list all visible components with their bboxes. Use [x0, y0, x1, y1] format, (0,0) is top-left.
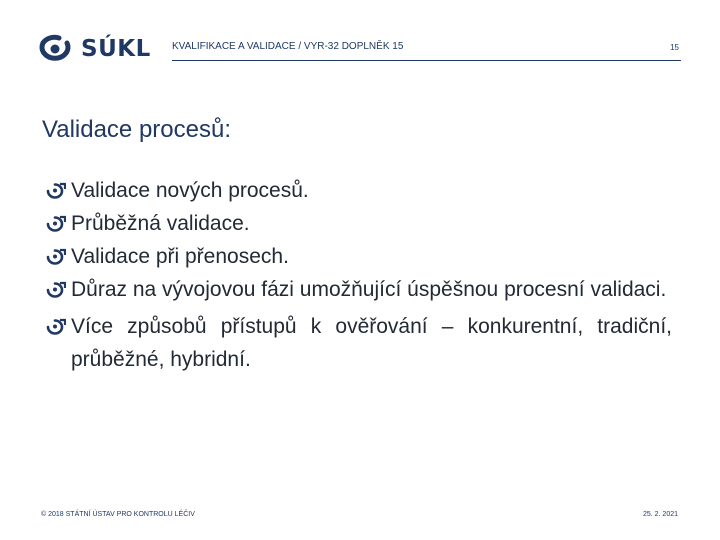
logo-text: SÚKL: [81, 35, 151, 62]
bullet-text: Validace při přenosech.: [71, 245, 289, 268]
sukl-logo: [37, 34, 151, 64]
bullet-arrow-icon: [46, 248, 66, 265]
bullet-list: [46, 174, 672, 380]
bullet-arrow-icon: [46, 215, 66, 232]
bullet-item: [46, 273, 672, 306]
header-divider: [172, 60, 681, 61]
page-number: 15: [670, 43, 679, 52]
sukl-logo-icon: [37, 34, 73, 64]
bullet-arrow-icon: [46, 318, 66, 335]
footer-copyright: © 2018 STÁTNÍ ÚSTAV PRO KONTROLU LÉČIV: [41, 511, 195, 518]
bullet-text: Více způsobů přístupů k ověřování – konkurentní, tradiční, průběžné, hybridní.: [71, 315, 672, 371]
bullet-item: [46, 207, 672, 240]
bullet-text: Validace nových procesů.: [71, 179, 309, 202]
bullet-arrow-icon: [46, 182, 66, 199]
bullet-item: [46, 310, 672, 376]
slide-title: Validace procesů:: [42, 116, 231, 143]
header-title: KVALIFIKACE A VALIDACE / VYR-32 DOPLNĚK 15: [172, 41, 404, 52]
bullet-item: [46, 240, 672, 273]
bullet-item: [46, 174, 672, 207]
footer-date: 25. 2. 2021: [642, 511, 678, 518]
bullet-arrow-icon: [46, 281, 66, 298]
bullet-text: Průběžná validace.: [71, 212, 250, 235]
bullet-text: Důraz na vývojovou fázi umožňující úspěšnou procesní validaci.: [71, 278, 667, 301]
